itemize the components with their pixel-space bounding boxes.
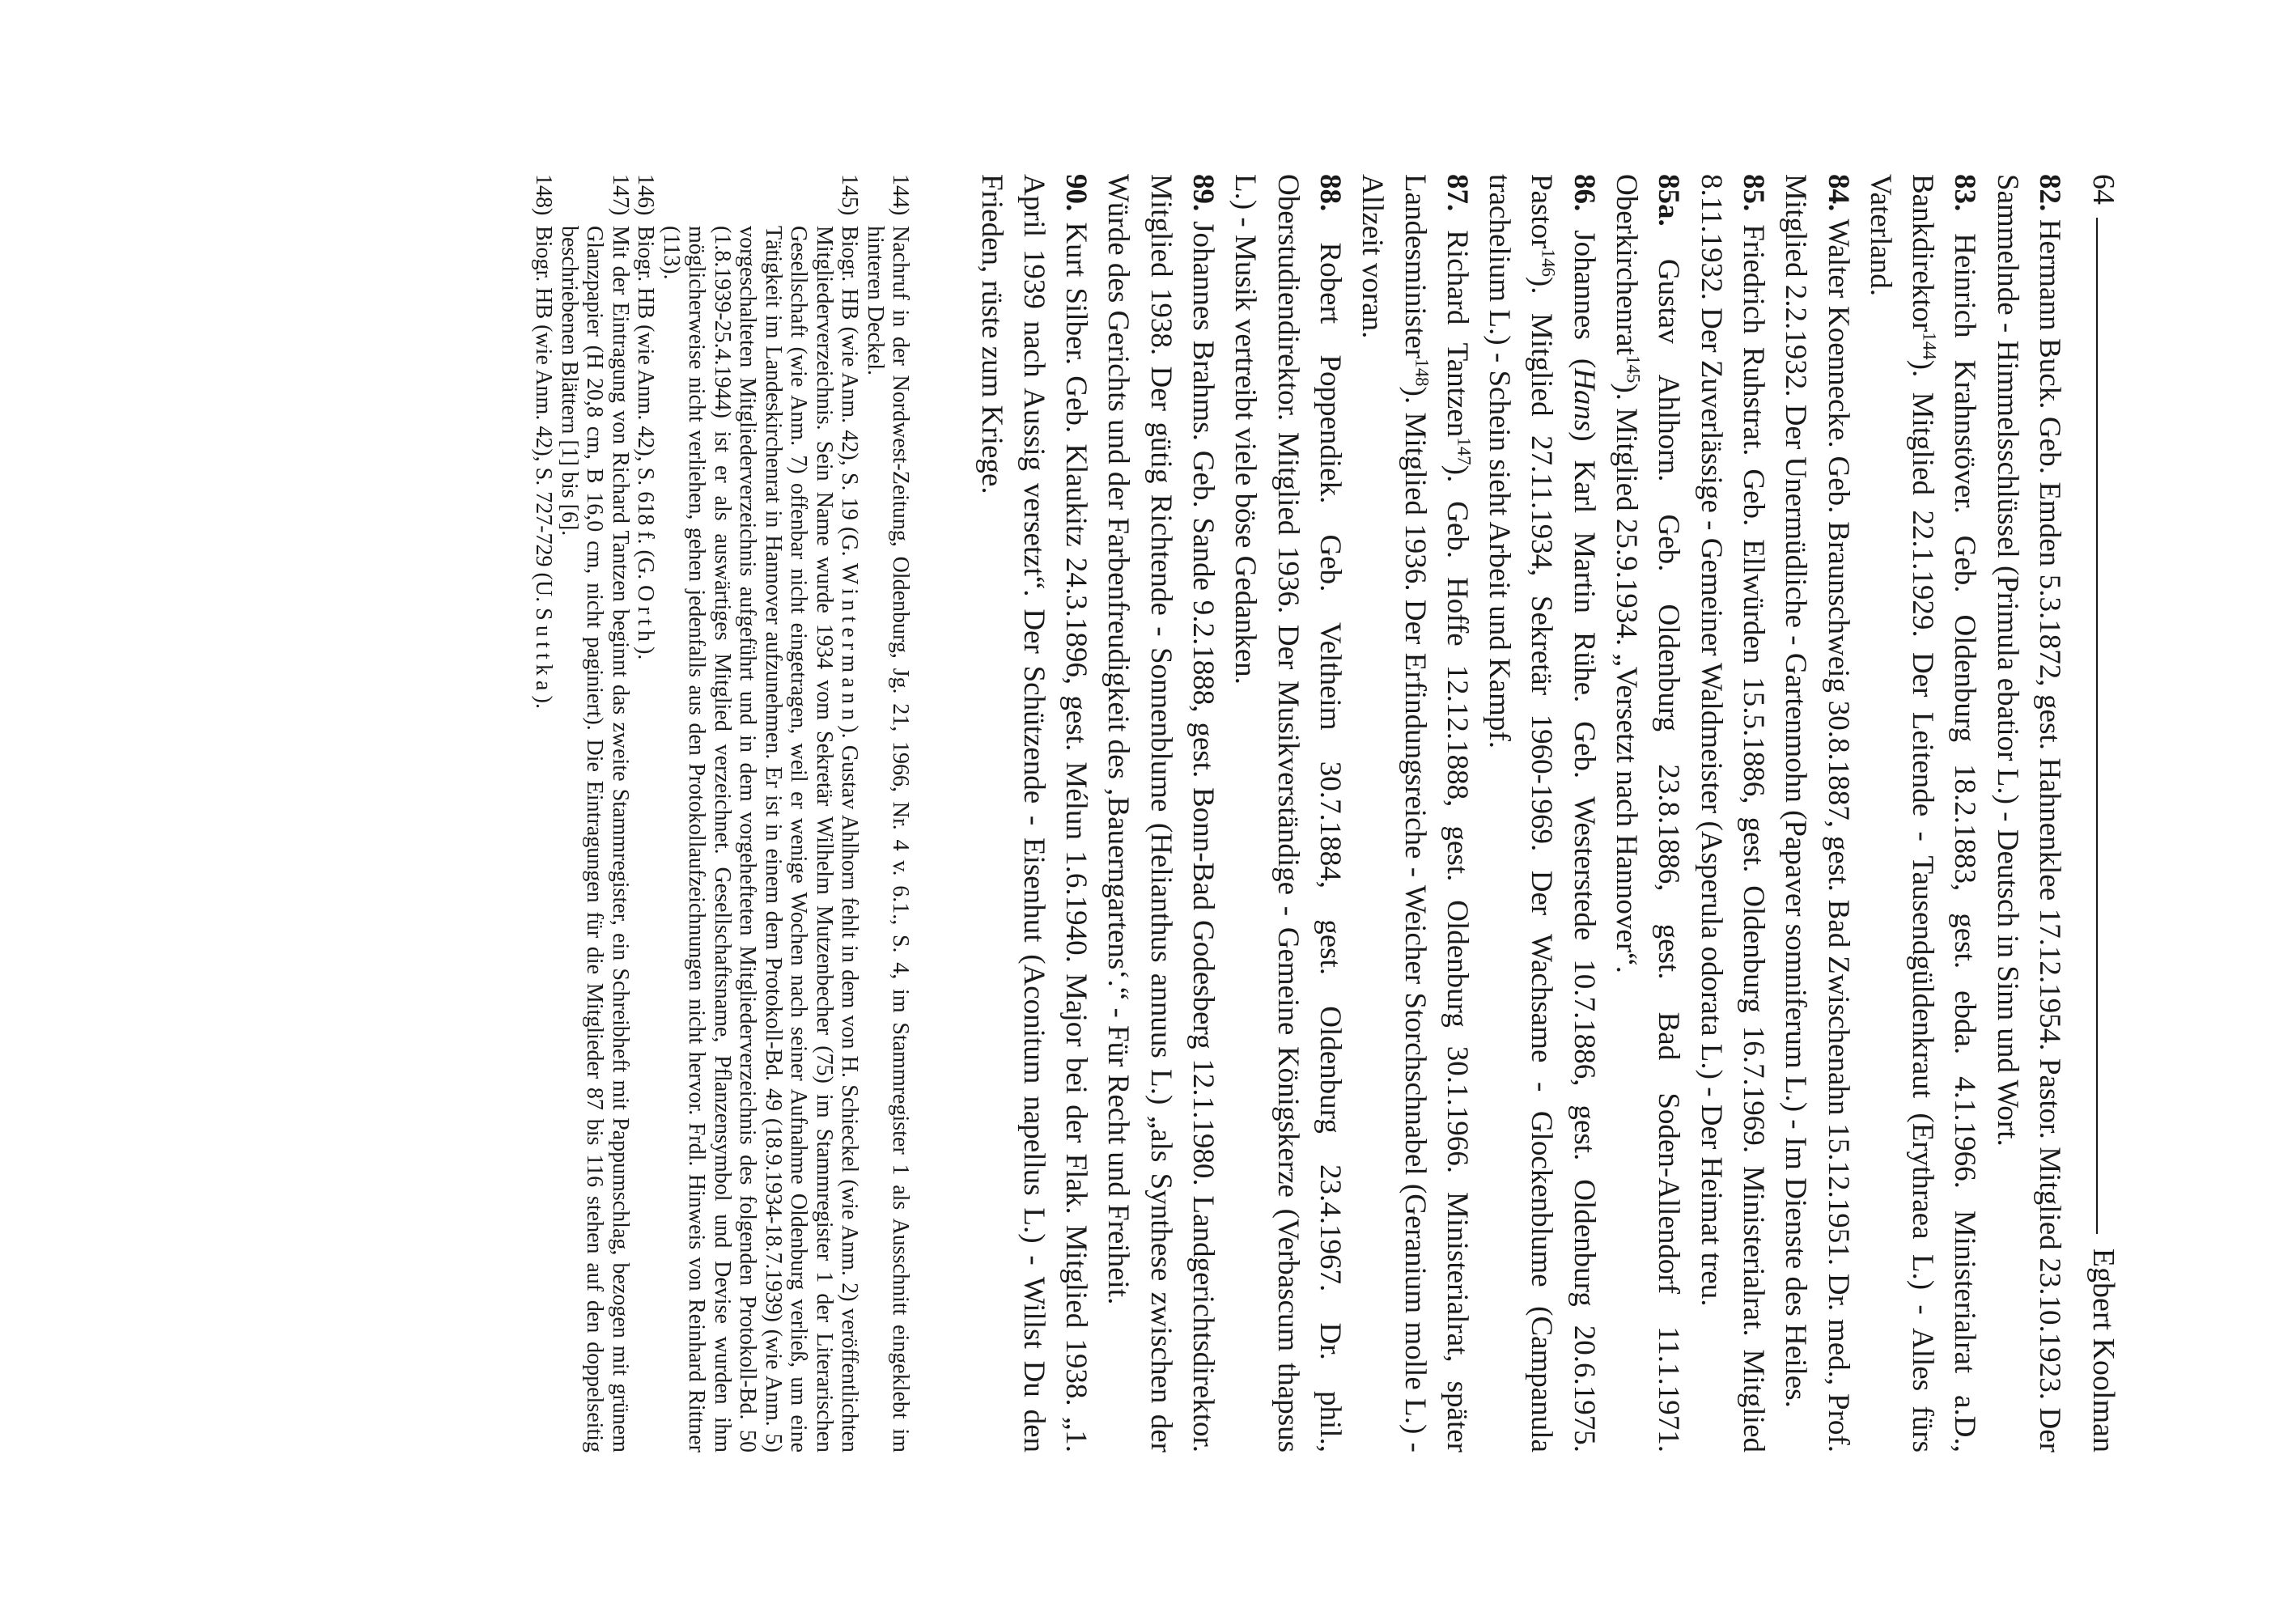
- entry-text: ). Mitglied 27.11.1934, Sekretär 1960-1969. Der Wachsame - Glockenblume (Campanula trachelium L.) - Schein sieht Arbeit und Kampf.: [1483, 174, 1559, 1452]
- footnote-text-part: Biogr. HB (wie Anm. 42), S. 19 (G.: [837, 226, 863, 563]
- entry-text: Walter Koennecke. Geb. Braunschweig 30.8.1887, gest. Bad Zwischenahn 15.12.1951. Dr. med., Prof. Mitglied 2.2.1932. Der Unermüdliche - Gartenmohn (Papaver somniferum L.) - Im Dienste des Heiles.: [1779, 174, 1855, 1452]
- footnote-ref: 145: [1623, 354, 1644, 384]
- footnote-number: 147): [607, 174, 633, 216]
- entry-text: Johannes (: [1567, 230, 1601, 369]
- footnote-text-part: ). Gustav Ahlhorn fehlt in dem von H. Schieckel (wie Anm. 2) veröffentlichten Mitgliederverzeichnis. Sein Name wurde 1934 vom Sekretär Wilhelm Mutzenbecher (75) im Stammregister 1 der Literarischen Gesellschaft (wie Anm. 7) offenbar nicht eingetragen, weil er wenige Wochen nach seiner Aufnahme Oldenburg verließ, um eine Tätigkeit im Landeskirchenrat in Hannover aufzunehmen. Er ist in einem dem Protokoll-Bd. 49 (18.9.1934-18.7.1939) (wie Anm. 5) vorgeschalteten Mitgliederverzeichnis aufgeführt und in dem vorgehefteten Mitgliederverzeichnis des folgenden Protokoll-Bd. 50 (1.8.1939-25.4.1944) ist er als auswärtiges Mitglied verzeichnet. Gesellschaftsname, Pflanzensymbol und Devise wurden ihm möglicherweise nicht verliehen, gehen jedenfalls aus den Protokollaufzeichnungen nicht hervor. Frdl. Hinweis von Reinhard Rittner (113).: [658, 226, 863, 1452]
- entry-text: ) Karl Martin Rühe. Geb. Westerstede 10.7.1886, gest. Oldenburg 20.6.1975. Pastor: [1525, 174, 1601, 1453]
- entry-text: Richard Tantzen: [1440, 230, 1474, 438]
- entry-number: 86.: [1567, 174, 1601, 212]
- entry-text: ). Geb. Hoffe 12.12.1888, gest. Oldenburg 30.1.1966. Ministerialrat, später Landesminister: [1398, 174, 1474, 1452]
- member-entry-85: [1689, 174, 1774, 1452]
- member-entry-88: [1224, 174, 1351, 1452]
- entry-number: 89.: [1186, 174, 1220, 212]
- entry-text: Hermann Buck. Geb. Emden 5.3.1872, gest. Hahnenklee 17.12.1954. Pastor. Mitglied 23.10.1923. Der Sammelnde - Himmelsschlüssel (Primula ebatior L.) - Deutsch in Sinn und Wort.: [1990, 174, 2066, 1453]
- member-entry-90: [970, 174, 1097, 1452]
- page-number: 64: [2086, 174, 2120, 205]
- footnote-text-part: Biogr. HB (wie Anm. 42), S. 618 f. (G.: [633, 226, 659, 586]
- page-content: [531, 174, 2130, 1452]
- entry-number: 85a.: [1652, 174, 1686, 227]
- entry-text: Gustav Ahlhorn. Geb. Oldenburg 23.8.1886, gest. Bad Soden-Allendorf 11.1.1971. Oberkirchenrat: [1610, 174, 1686, 1452]
- member-entry-83: [1859, 174, 1986, 1452]
- footnote-ref: 147: [1454, 437, 1475, 465]
- member-entry-82: [1985, 174, 2070, 1452]
- entry-text: ). Mitglied 25.9.1934. „Versetzt nach Hannover“.: [1610, 383, 1644, 973]
- footnote-text: [633, 226, 659, 1452]
- entry-text: Johannes Brahms. Geb. Sande 9.2.1888, gest. Bonn-Bad Godesberg 12.1.1980. Landgerichtsdirektor. Mitglied 1938. Der gütig Richtende - Sonnenblume (Helianthus annuus L.) „als Synthese zwischen der Würde des Gerichts und der Farbenfreudigkeit des ‚Bauerngartens‘.“ - Für Recht und Freiheit.: [1101, 174, 1220, 1453]
- footnote-ref: 146: [1539, 248, 1560, 277]
- entry-text: Heinrich Krahnstöver. Geb. Oldenburg 18.2.1883, gest. ebda. 4.1.1966. Ministerialrat a.D., Bankdirektor: [1906, 174, 1982, 1453]
- entry-number: 87.: [1440, 174, 1474, 212]
- cited-author: Wintermann: [837, 562, 863, 726]
- entry-text-italic: Hans: [1567, 368, 1601, 432]
- footnotes: [531, 174, 914, 1452]
- entry-text: ). Mitglied 22.1.1929. Der Leitende - Tausendgüldenkraut (Erythraea L.) - Alles fürs Vaterland.: [1863, 174, 1940, 1452]
- footnote-text-part: Biogr. HB (wie Anm. 42), S. 727-729 (U.: [531, 226, 557, 608]
- footnote-number: 148): [531, 174, 557, 216]
- entry-text: Friedrich Ruhstrat. Geb. Ellwürden 15.5.1886, gest. Oldenburg 16.7.1969. Ministerialrat. Mitglied 8.11.1932. Der Zuverlässige - Gemeiner Waldmeister (Asperula odorata L.) - Der Heimat treu.: [1694, 174, 1770, 1453]
- footnote-text: Nachruf in der Nordwest-Zeitung, Oldenburg, Jg. 21, 1966, Nr. 4 v. 6.1., S. 4, im Stammregister 1 als Ausschnitt eingeklebt im hinteren Deckel.: [862, 226, 914, 1452]
- footnote-text-part: ).: [531, 695, 557, 709]
- footnote-number: 146): [633, 174, 659, 216]
- footnote-text-part: ).: [633, 647, 659, 660]
- footnote-text: [531, 226, 557, 1452]
- running-header: [2088, 174, 2130, 1452]
- member-entry-86: [1478, 174, 1605, 1452]
- entry-text: Robert Poppendiek. Geb. Veltheim 30.7.1884, gest. Oldenburg 23.4.1967. Dr. phil., Oberstudiendirektor. Mitglied 1936. Der Musikverständige - Gemeine Königskerze (Verbascum thapsus L.) - Musik vertreibt viele böse Gedanken.: [1229, 174, 1347, 1453]
- footnote-text: [658, 226, 862, 1452]
- footnote-146: [633, 174, 659, 1452]
- footnote-ref: 148: [1411, 358, 1432, 387]
- entry-number: 84.: [1821, 174, 1855, 212]
- footnote-148: [531, 174, 557, 1452]
- entry-text: ). Mitglied 1936. Der Erfindungsreiche - Weicher Storchschnabel (Geranium molle L.) - Allzeit voran.: [1356, 174, 1432, 1452]
- footnote-number: 145): [837, 174, 863, 216]
- cited-author: Suttka: [531, 608, 557, 696]
- entry-number: 82.: [2033, 174, 2066, 212]
- entry-text: Kurt Silber. Geb. Klaukitz 24.3.1896, gest. Mélun 1.6.1940. Major bei der Flak. Mitglied 1938. „1. April 1939 nach Aussig versetzt“. Der Schützende - Eisenhut (Aconitum napellus L.) - Willst Du den Frieden, rüste zum Kriege.: [974, 174, 1093, 1453]
- member-entry-84: [1774, 174, 1859, 1452]
- footnote-text: Mit der Eintragung von Richard Tantzen beginnt das zweite Stammregister, ein Schreibheft mit Pappumschlag, bezogen mit grünem Glanzpapier (H 20,8 cm, B 16,0 cm, nicht paginiert). Die Eintragungen für die Mitglieder 87 bis 116 stehen auf den doppelseitig beschriebenen Blättern [1] bis [6].: [556, 226, 633, 1452]
- cited-author: Orth: [633, 585, 659, 647]
- member-entry-87: [1351, 174, 1478, 1452]
- member-entry-85a: [1605, 174, 1690, 1452]
- member-entries: [970, 174, 2070, 1452]
- member-entry-89: [1097, 174, 1224, 1452]
- footnote-147: [556, 174, 633, 1452]
- entry-number: 83.: [1948, 174, 1982, 212]
- entry-number: 88.: [1313, 174, 1347, 212]
- entry-number: 85.: [1736, 174, 1770, 212]
- footnote-number: 144): [888, 174, 914, 216]
- header-rule: [2096, 218, 2098, 1234]
- running-head-author: Egbert Koolman: [2086, 1248, 2120, 1452]
- footnote-ref: 144: [1919, 332, 1940, 360]
- entry-number: 90.: [1059, 174, 1093, 212]
- footnote-144: [862, 174, 913, 1452]
- footnote-145: [658, 174, 862, 1452]
